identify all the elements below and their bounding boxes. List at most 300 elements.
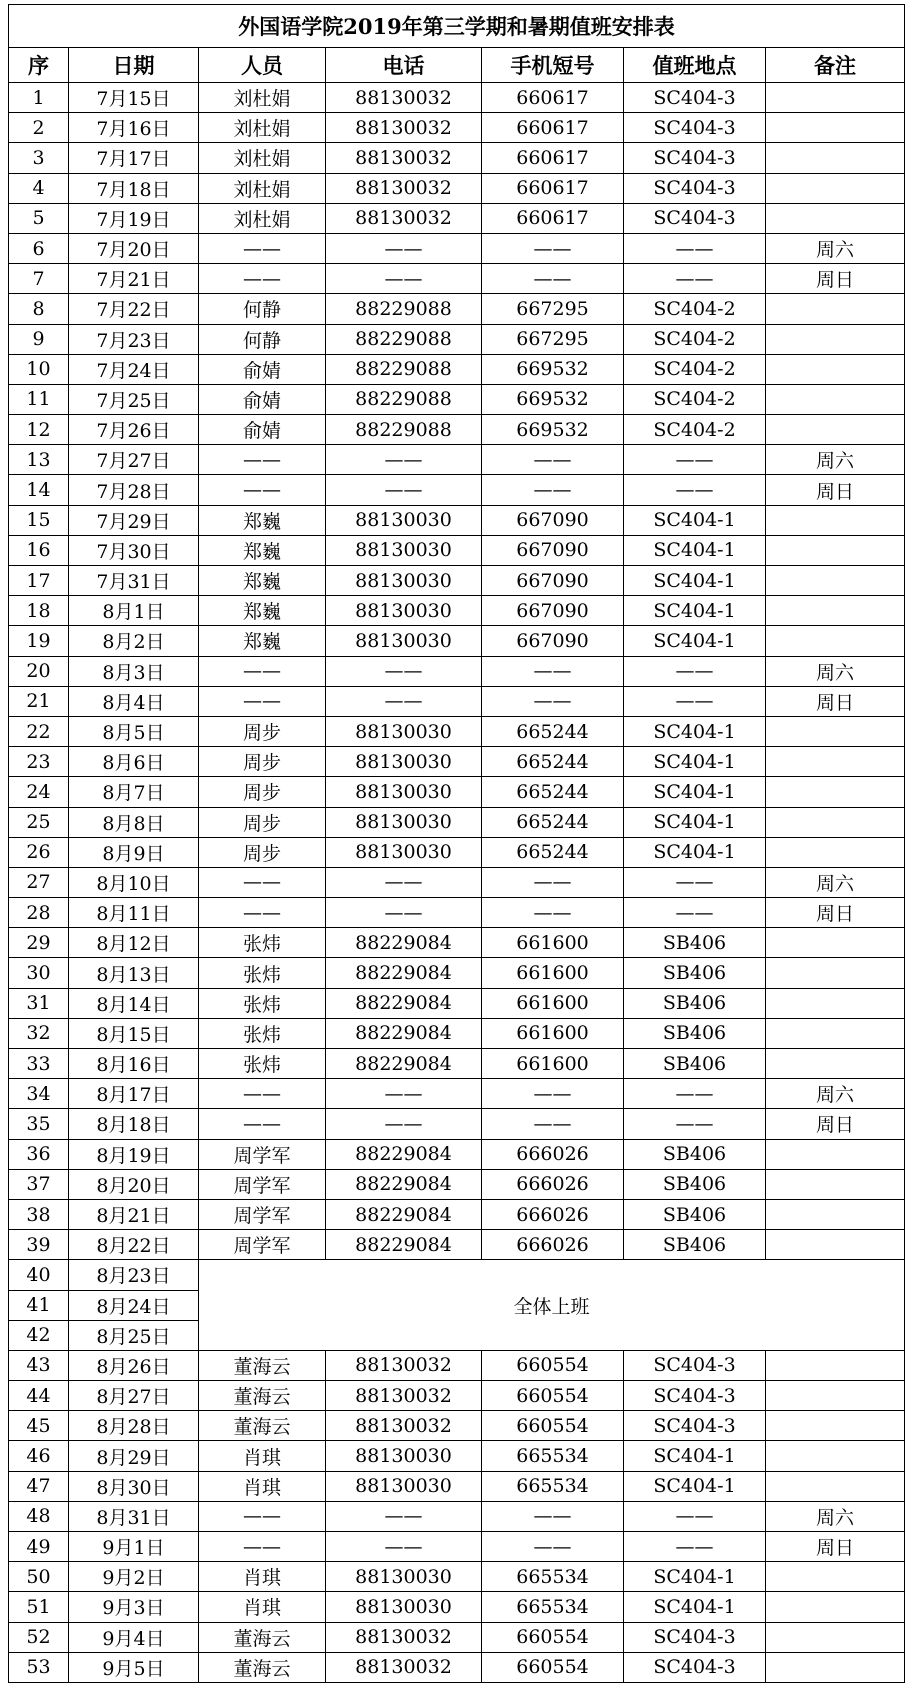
row-index: 40 [9, 1260, 69, 1290]
row-index: 51 [9, 1592, 69, 1622]
row-phone: 88229084 [326, 1018, 482, 1048]
row-short-number: 669532 [482, 384, 624, 414]
row-person: 周步 [199, 716, 326, 746]
row-remark [766, 596, 905, 626]
row-short-number: 667090 [482, 566, 624, 596]
row-person: —— [199, 264, 326, 294]
row-phone: —— [326, 1532, 482, 1562]
table-row [9, 1079, 905, 1109]
row-date: 7月27日 [69, 445, 199, 475]
table-row [9, 264, 905, 294]
row-location: SB406 [624, 1169, 766, 1199]
row-short-number: 665534 [482, 1441, 624, 1471]
row-short-number: 666026 [482, 1199, 624, 1229]
row-phone: 88229088 [326, 384, 482, 414]
row-location: —— [624, 264, 766, 294]
row-phone: 88229084 [326, 1230, 482, 1260]
row-location: —— [624, 1079, 766, 1109]
row-location: SC404-3 [624, 173, 766, 203]
row-short-number: 667295 [482, 324, 624, 354]
row-person: 肖琪 [199, 1562, 326, 1592]
row-index: 25 [9, 807, 69, 837]
table-row [9, 716, 905, 746]
row-remark [766, 1139, 905, 1169]
table-row [9, 173, 905, 203]
row-short-number: —— [482, 898, 624, 928]
table-row [9, 445, 905, 475]
row-phone: —— [326, 686, 482, 716]
row-date: 8月4日 [69, 686, 199, 716]
row-short-number: —— [482, 1079, 624, 1109]
row-date: 7月29日 [69, 505, 199, 535]
row-remark: 周日 [766, 1532, 905, 1562]
row-person: —— [199, 686, 326, 716]
row-phone: 88130030 [326, 716, 482, 746]
row-person: 俞婧 [199, 415, 326, 445]
table-title: 外国语学院2019年第三学期和暑期值班安排表 [9, 5, 905, 48]
row-short-number: 669532 [482, 354, 624, 384]
row-index: 49 [9, 1532, 69, 1562]
row-index: 19 [9, 626, 69, 656]
row-remark [766, 1350, 905, 1380]
table-row [9, 1350, 905, 1380]
row-person: 肖琪 [199, 1441, 326, 1471]
row-index: 11 [9, 384, 69, 414]
row-short-number: —— [482, 264, 624, 294]
row-phone: 88130030 [326, 777, 482, 807]
row-location: SB406 [624, 928, 766, 958]
row-phone: 88229084 [326, 1049, 482, 1079]
row-short-number: —— [482, 1532, 624, 1562]
table-row [9, 837, 905, 867]
row-short-number: 660617 [482, 203, 624, 233]
row-index: 16 [9, 535, 69, 565]
row-date: 8月20日 [69, 1169, 199, 1199]
table-row [9, 324, 905, 354]
all-staff-merged-cell: 全体上班 [199, 1260, 905, 1351]
row-location: SC404-3 [624, 1622, 766, 1652]
row-remark [766, 1622, 905, 1652]
row-short-number: —— [482, 475, 624, 505]
row-index: 15 [9, 505, 69, 535]
table-row [9, 535, 905, 565]
row-date: 8月31日 [69, 1501, 199, 1531]
row-index: 43 [9, 1350, 69, 1380]
row-date: 8月10日 [69, 867, 199, 897]
row-remark [766, 566, 905, 596]
row-index: 9 [9, 324, 69, 354]
table-row [9, 867, 905, 897]
row-date: 8月13日 [69, 958, 199, 988]
row-phone: 88130030 [326, 1441, 482, 1471]
row-person: 董海云 [199, 1350, 326, 1380]
row-location: SC404-1 [624, 1441, 766, 1471]
row-date: 8月11日 [69, 898, 199, 928]
row-remark [766, 958, 905, 988]
row-person: 张炜 [199, 1049, 326, 1079]
row-short-number: 667090 [482, 596, 624, 626]
row-date: 9月1日 [69, 1532, 199, 1562]
row-person: 刘杜娟 [199, 143, 326, 173]
row-short-number: 665244 [482, 747, 624, 777]
row-remark: 周六 [766, 867, 905, 897]
row-index: 46 [9, 1441, 69, 1471]
row-index: 38 [9, 1199, 69, 1229]
row-date: 7月28日 [69, 475, 199, 505]
table-row [9, 505, 905, 535]
row-date: 8月15日 [69, 1018, 199, 1048]
row-location: —— [624, 656, 766, 686]
row-phone: 88130030 [326, 626, 482, 656]
row-index: 48 [9, 1501, 69, 1531]
row-date: 8月21日 [69, 1199, 199, 1229]
row-short-number: —— [482, 1109, 624, 1139]
row-phone: 88130030 [326, 837, 482, 867]
header-date: 日期 [69, 48, 199, 83]
row-index: 13 [9, 445, 69, 475]
table-row [9, 1562, 905, 1592]
row-index: 41 [9, 1290, 69, 1320]
row-date: 8月27日 [69, 1381, 199, 1411]
row-phone: 88229088 [326, 415, 482, 445]
header-index: 序 [9, 48, 69, 83]
row-person: 刘杜娟 [199, 113, 326, 143]
row-short-number: 666026 [482, 1169, 624, 1199]
row-person: —— [199, 233, 326, 263]
row-date: 7月20日 [69, 233, 199, 263]
row-short-number: 661600 [482, 958, 624, 988]
table-row [9, 747, 905, 777]
row-remark [766, 1230, 905, 1260]
row-short-number: 660617 [482, 83, 624, 113]
row-phone: 88229084 [326, 958, 482, 988]
row-location: —— [624, 1532, 766, 1562]
row-location: SC404-3 [624, 1411, 766, 1441]
row-date: 9月3日 [69, 1592, 199, 1622]
row-phone: 88130032 [326, 83, 482, 113]
row-phone: 88130030 [326, 1471, 482, 1501]
table-row [9, 354, 905, 384]
row-phone: —— [326, 656, 482, 686]
row-person: 周步 [199, 837, 326, 867]
row-phone: 88130030 [326, 505, 482, 535]
table-row [9, 1441, 905, 1471]
row-location: SC404-2 [624, 294, 766, 324]
row-date: 7月19日 [69, 203, 199, 233]
row-person: —— [199, 1532, 326, 1562]
table-row [9, 475, 905, 505]
table-row [9, 113, 905, 143]
row-remark [766, 1652, 905, 1682]
row-index: 23 [9, 747, 69, 777]
row-person: 郑巍 [199, 626, 326, 656]
table-row [9, 1532, 905, 1562]
row-date: 8月5日 [69, 716, 199, 746]
row-person: —— [199, 1501, 326, 1531]
table-row [9, 626, 905, 656]
row-remark [766, 173, 905, 203]
row-date: 8月16日 [69, 1049, 199, 1079]
row-date: 7月30日 [69, 535, 199, 565]
row-phone: 88229088 [326, 294, 482, 324]
row-date: 7月16日 [69, 113, 199, 143]
row-remark [766, 1049, 905, 1079]
row-location: —— [624, 1109, 766, 1139]
table-row [9, 686, 905, 716]
row-short-number: —— [482, 233, 624, 263]
row-index: 2 [9, 113, 69, 143]
row-location: SC404-2 [624, 415, 766, 445]
row-remark [766, 113, 905, 143]
row-index: 21 [9, 686, 69, 716]
row-phone: 88130032 [326, 1381, 482, 1411]
row-date: 8月8日 [69, 807, 199, 837]
row-remark: 周日 [766, 264, 905, 294]
row-person: 肖琪 [199, 1592, 326, 1622]
row-remark [766, 415, 905, 445]
row-short-number: 660554 [482, 1381, 624, 1411]
row-phone: 88130032 [326, 1350, 482, 1380]
row-index: 33 [9, 1049, 69, 1079]
table-row [9, 1592, 905, 1622]
row-index: 27 [9, 867, 69, 897]
row-remark [766, 1441, 905, 1471]
row-index: 14 [9, 475, 69, 505]
row-phone: 88130032 [326, 1622, 482, 1652]
row-index: 7 [9, 264, 69, 294]
row-index: 39 [9, 1230, 69, 1260]
row-person: 郑巍 [199, 596, 326, 626]
row-location: SC404-3 [624, 203, 766, 233]
row-remark [766, 1592, 905, 1622]
header-person: 人员 [199, 48, 326, 83]
table-row [9, 233, 905, 263]
row-phone: —— [326, 475, 482, 505]
row-phone: 88229084 [326, 1169, 482, 1199]
row-location: SC404-3 [624, 1381, 766, 1411]
table-row [9, 988, 905, 1018]
row-index: 1 [9, 83, 69, 113]
row-short-number: 660554 [482, 1411, 624, 1441]
table-row [9, 143, 905, 173]
row-date: 7月25日 [69, 384, 199, 414]
row-date: 7月18日 [69, 173, 199, 203]
row-date: 8月23日 [69, 1260, 199, 1290]
table-row [9, 203, 905, 233]
row-person: 周学军 [199, 1139, 326, 1169]
row-phone: 88229084 [326, 1139, 482, 1169]
row-phone: 88130030 [326, 747, 482, 777]
table-row [9, 898, 905, 928]
row-remark [766, 1562, 905, 1592]
row-short-number: 660617 [482, 173, 624, 203]
row-remark [766, 535, 905, 565]
row-phone: 88130032 [326, 173, 482, 203]
row-location: SC404-2 [624, 384, 766, 414]
row-location: SC404-1 [624, 716, 766, 746]
row-date: 8月28日 [69, 1411, 199, 1441]
row-location: SB406 [624, 1139, 766, 1169]
row-index: 52 [9, 1622, 69, 1652]
row-index: 30 [9, 958, 69, 988]
header-short-number: 手机短号 [482, 48, 624, 83]
row-index: 42 [9, 1320, 69, 1350]
row-short-number: 665244 [482, 716, 624, 746]
row-phone: —— [326, 445, 482, 475]
row-person: 董海云 [199, 1622, 326, 1652]
row-short-number: 666026 [482, 1139, 624, 1169]
row-date: 8月12日 [69, 928, 199, 958]
row-date: 8月26日 [69, 1350, 199, 1380]
row-remark [766, 294, 905, 324]
row-index: 47 [9, 1471, 69, 1501]
row-location: —— [624, 445, 766, 475]
table-row [9, 566, 905, 596]
row-remark [766, 1018, 905, 1048]
row-location: —— [624, 867, 766, 897]
row-remark [766, 83, 905, 113]
row-location: —— [624, 1501, 766, 1531]
row-index: 8 [9, 294, 69, 324]
row-person: 张炜 [199, 958, 326, 988]
row-date: 8月6日 [69, 747, 199, 777]
row-remark: 周六 [766, 1501, 905, 1531]
row-remark [766, 1411, 905, 1441]
row-location: SC404-1 [624, 837, 766, 867]
row-remark [766, 626, 905, 656]
row-phone: 88130030 [326, 807, 482, 837]
row-person: 周步 [199, 777, 326, 807]
row-location: SC404-3 [624, 1350, 766, 1380]
row-remark [766, 384, 905, 414]
row-short-number: —— [482, 445, 624, 475]
row-date: 7月23日 [69, 324, 199, 354]
row-remark [766, 1381, 905, 1411]
row-person: 董海云 [199, 1411, 326, 1441]
row-index: 4 [9, 173, 69, 203]
row-location: SC404-2 [624, 324, 766, 354]
row-phone: 88229084 [326, 988, 482, 1018]
row-short-number: —— [482, 686, 624, 716]
row-date: 7月15日 [69, 83, 199, 113]
row-person: 张炜 [199, 1018, 326, 1048]
row-location: SC404-1 [624, 535, 766, 565]
row-person: —— [199, 1109, 326, 1139]
duty-schedule-table [8, 4, 905, 1683]
row-phone: 88130032 [326, 1411, 482, 1441]
row-location: SC404-1 [624, 596, 766, 626]
row-short-number: 660554 [482, 1350, 624, 1380]
row-location: SC404-2 [624, 354, 766, 384]
row-location: SC404-3 [624, 1652, 766, 1682]
header-remark: 备注 [766, 48, 905, 83]
row-phone: 88130030 [326, 566, 482, 596]
header-location: 值班地点 [624, 48, 766, 83]
row-date: 8月19日 [69, 1139, 199, 1169]
row-person: 周学军 [199, 1199, 326, 1229]
row-phone: —— [326, 264, 482, 294]
row-index: 3 [9, 143, 69, 173]
row-date: 9月4日 [69, 1622, 199, 1652]
table-row [9, 1199, 905, 1229]
row-remark [766, 837, 905, 867]
row-remark [766, 505, 905, 535]
row-date: 8月1日 [69, 596, 199, 626]
row-phone: 88229088 [326, 354, 482, 384]
row-index: 24 [9, 777, 69, 807]
row-remark [766, 1199, 905, 1229]
row-phone: 88229084 [326, 928, 482, 958]
row-location: —— [624, 686, 766, 716]
row-index: 28 [9, 898, 69, 928]
row-person: —— [199, 656, 326, 686]
row-remark [766, 324, 905, 354]
row-person: 郑巍 [199, 535, 326, 565]
row-remark [766, 928, 905, 958]
row-date: 8月3日 [69, 656, 199, 686]
table-body [9, 83, 905, 1683]
table-row [9, 1049, 905, 1079]
table-row [9, 384, 905, 414]
row-person: —— [199, 1079, 326, 1109]
row-remark [766, 143, 905, 173]
row-short-number: 667090 [482, 626, 624, 656]
row-date: 9月5日 [69, 1652, 199, 1682]
row-remark: 周六 [766, 656, 905, 686]
row-location: SC404-1 [624, 566, 766, 596]
row-index: 5 [9, 203, 69, 233]
row-short-number: 661600 [482, 928, 624, 958]
row-date: 8月7日 [69, 777, 199, 807]
table-row [9, 1230, 905, 1260]
table-row [9, 1260, 905, 1290]
table-row [9, 1169, 905, 1199]
row-date: 7月24日 [69, 354, 199, 384]
table-row [9, 1652, 905, 1682]
row-index: 50 [9, 1562, 69, 1592]
row-date: 8月18日 [69, 1109, 199, 1139]
row-index: 53 [9, 1652, 69, 1682]
row-person: 刘杜娟 [199, 173, 326, 203]
row-date: 8月17日 [69, 1079, 199, 1109]
row-location: SC404-1 [624, 1562, 766, 1592]
table-row [9, 928, 905, 958]
row-remark [766, 716, 905, 746]
row-short-number: 661600 [482, 988, 624, 1018]
row-index: 29 [9, 928, 69, 958]
row-location: SC404-1 [624, 1471, 766, 1501]
row-short-number: 669532 [482, 415, 624, 445]
row-phone: —— [326, 233, 482, 263]
table-row [9, 1501, 905, 1531]
row-person: —— [199, 475, 326, 505]
row-remark [766, 988, 905, 1018]
table-row [9, 1471, 905, 1501]
row-person: 俞婧 [199, 354, 326, 384]
row-location: SC404-1 [624, 777, 766, 807]
row-remark: 周日 [766, 1109, 905, 1139]
row-short-number: 665534 [482, 1592, 624, 1622]
row-index: 32 [9, 1018, 69, 1048]
row-phone: 88130030 [326, 1562, 482, 1592]
table-row [9, 656, 905, 686]
row-location: SB406 [624, 1049, 766, 1079]
row-location: —— [624, 898, 766, 928]
table-row [9, 1139, 905, 1169]
row-person: 周步 [199, 807, 326, 837]
row-date: 8月29日 [69, 1441, 199, 1471]
row-remark: 周日 [766, 686, 905, 716]
